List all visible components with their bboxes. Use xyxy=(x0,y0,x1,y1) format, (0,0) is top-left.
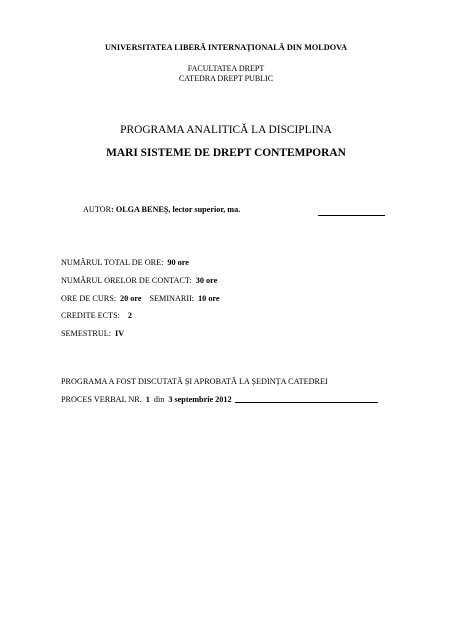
author-name: OLGA BENEȘ, lector superior, ma. xyxy=(113,205,241,214)
total-hours-label: NUMĂRUL TOTAL DE ORE: xyxy=(61,258,164,267)
course-title: MARI SISTEME DE DREPT CONTEMPORAN xyxy=(106,147,346,159)
approval-signature-line xyxy=(235,402,378,403)
contact-hours-value: 30 ore xyxy=(195,276,218,285)
minutes-date: 3 septembrie 2012 xyxy=(168,395,232,404)
minutes-line xyxy=(61,395,378,404)
credits-label: CREDITE ECTS: xyxy=(61,311,120,320)
semester-line xyxy=(61,329,124,338)
total-hours-line xyxy=(61,258,189,267)
faculty-name: FACULTATEA DREPT xyxy=(187,64,265,73)
minutes-number: 1 xyxy=(145,395,150,404)
author-signature-line xyxy=(318,215,385,216)
course-hours-label: ORE DE CURS: xyxy=(61,294,117,303)
department-name: CATEDRA DREPT PUBLIC xyxy=(178,74,274,83)
seminar-label: SEMINARII: xyxy=(149,294,195,303)
semester-label: SEMESTRUL: xyxy=(61,329,112,338)
course-hours-value: 20 ore xyxy=(120,294,142,303)
contact-hours-line xyxy=(61,276,217,285)
minutes-from: din xyxy=(153,395,165,404)
minutes-label: PROCES VERBAL NR. xyxy=(61,395,142,404)
program-title: PROGRAMA ANALITICĂ LA DISCIPLINA xyxy=(120,124,332,136)
semester-value: IV xyxy=(115,329,125,338)
seminar-value: 10 ore xyxy=(198,294,220,303)
credits-value: 2 xyxy=(127,311,132,320)
author-label: AUTOR xyxy=(83,205,112,214)
approval-statement: PROGRAMA A FOST DISCUTATĂ ȘI APROBATĂ LA ȘEDINȚA CATEDREI xyxy=(61,377,328,386)
total-hours-value: 90 ore xyxy=(167,258,189,267)
contact-hours-label: NUMĂRUL ORELOR DE CONTACT: xyxy=(61,276,192,285)
credits-line xyxy=(61,311,132,320)
author-line xyxy=(83,205,240,214)
author-colon: : xyxy=(111,205,114,214)
course-hours-line xyxy=(61,294,220,303)
university-name: UNIVERSITATEA LIBERĂ INTERNAȚIONALĂ DIN MOLDOVA xyxy=(104,43,348,52)
